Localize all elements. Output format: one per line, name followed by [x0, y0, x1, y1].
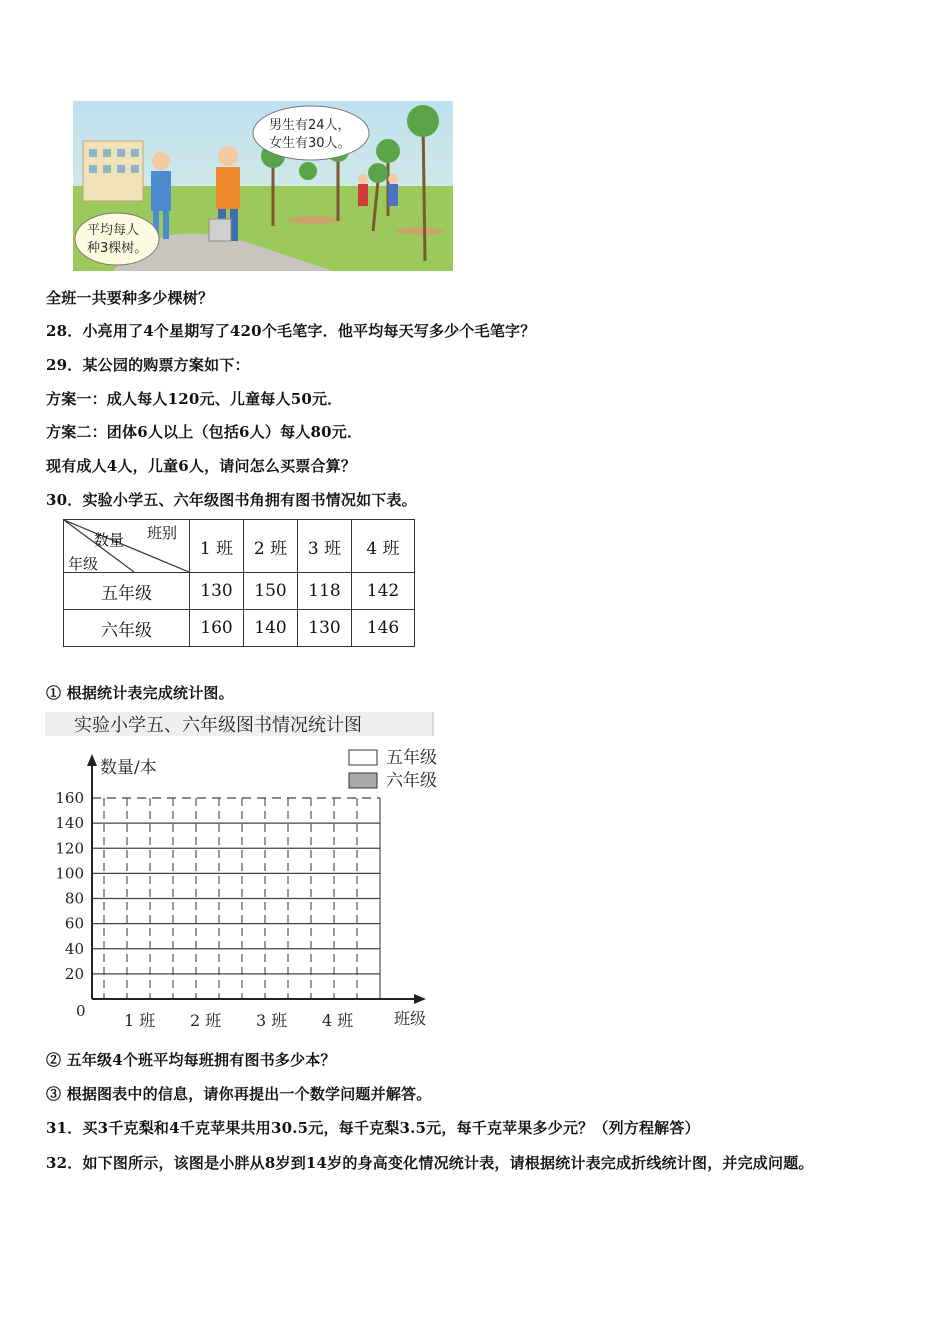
x-axis-label: 班级 — [394, 1009, 427, 1028]
legend-label-grade5: 五年级 — [386, 748, 437, 768]
legend-swatch-grade6 — [349, 773, 377, 788]
speech-bubble-counts — [253, 106, 369, 160]
origin-label: 0 — [76, 1002, 86, 1020]
q29-plan1: 方案一：成人每人120元、儿童每人50元． — [46, 390, 343, 408]
q27-tail: 全班一共要种多少棵树？ — [46, 289, 214, 307]
x-category-label: 1 班 — [124, 1011, 156, 1030]
tree-planting-illustration — [73, 101, 453, 271]
table-cell: 150 — [244, 573, 298, 610]
corner-quantity-label: 数量 — [94, 531, 125, 549]
q28: 28．小亮用了4个星期写了420个毛笔字．他平均每天写多少个毛笔字？ — [46, 322, 536, 340]
y-tick-label: 100 — [55, 864, 84, 883]
legend-label-grade6: 六年级 — [386, 771, 437, 791]
table-row — [64, 610, 415, 647]
table-cell: 130 — [298, 610, 352, 647]
y-tick-label: 40 — [64, 939, 84, 958]
y-tick-label: 160 — [55, 789, 84, 807]
y-tick-label: 60 — [64, 914, 84, 933]
q29-ask: 现有成人4人，儿童6人，请问怎么买票合算？ — [46, 457, 357, 475]
col-header: 1 班 — [190, 520, 244, 573]
q29-plan2: 方案二：团体6人以上（包括6人）每人80元． — [46, 423, 363, 441]
x-category-label: 2 班 — [190, 1011, 222, 1030]
q31: 31．买3千克梨和4千克苹果共用30.5元，每千克梨3.5元，每千克苹果多少元？（列方程解答） — [46, 1119, 700, 1137]
table-cell: 142 — [352, 573, 415, 610]
y-tick-labels — [55, 789, 84, 983]
books-bar-chart — [44, 710, 464, 1035]
y-tick-label: 140 — [55, 814, 84, 833]
bubble-boys-text: 男生有24人， — [269, 118, 351, 133]
col-header: 2 班 — [244, 520, 298, 573]
books-table — [63, 519, 415, 647]
col-header: 3 班 — [298, 520, 352, 573]
q29: 29．某公园的购票方案如下： — [46, 356, 250, 374]
row-label: 六年级 — [64, 610, 190, 647]
bubble-avg-line2: 种3棵树。 — [87, 241, 148, 256]
speech-bubble-average — [75, 213, 159, 265]
q30-part3: ③ 根据图表中的信息，请你再提出一个数学问题并解答。 — [46, 1085, 432, 1103]
y-tick-label: 80 — [64, 889, 84, 908]
table-cell: 140 — [244, 610, 298, 647]
table-cell: 130 — [190, 573, 244, 610]
table-row — [64, 573, 415, 610]
table-cell: 146 — [352, 610, 415, 647]
table-corner-header — [64, 520, 190, 573]
q30-part1: ① 根据统计表完成统计图。 — [46, 684, 234, 702]
legend-swatch-grade5 — [349, 750, 377, 765]
x-axis-arrow — [414, 994, 426, 1004]
q30-part2: ② 五年级4个班平均每班拥有图书多少本？ — [46, 1051, 336, 1069]
y-tick-label: 120 — [55, 839, 84, 858]
q30: 30．实验小学五、六年级图书角拥有图书情况如下表。 — [46, 491, 417, 509]
chart-title: 实验小学五、六年级图书情况统计图 — [74, 715, 362, 736]
x-category-label: 4 班 — [322, 1011, 354, 1030]
corner-grade-label: 年级 — [68, 555, 99, 573]
x-category-labels — [124, 1011, 353, 1030]
q32: 32．如下图所示，该图是小胖从8岁到14岁的身高变化情况统计表，请根据统计表完成折线统计图，并完成问题。 — [46, 1154, 814, 1172]
y-tick-label: 20 — [64, 964, 84, 983]
table-cell: 160 — [190, 610, 244, 647]
table-cell: 118 — [298, 573, 352, 610]
row-label: 五年级 — [64, 573, 190, 610]
col-header: 4 班 — [352, 520, 415, 573]
y-axis-arrow — [87, 754, 97, 766]
bubble-avg-line1: 平均每人 — [87, 223, 140, 238]
y-axis-label: 数量/本 — [100, 758, 157, 778]
corner-class-label: 班别 — [147, 524, 178, 542]
bubble-girls-text: 女生有30人。 — [269, 136, 351, 151]
x-category-label: 3 班 — [256, 1011, 288, 1030]
chart-grid — [92, 798, 380, 999]
